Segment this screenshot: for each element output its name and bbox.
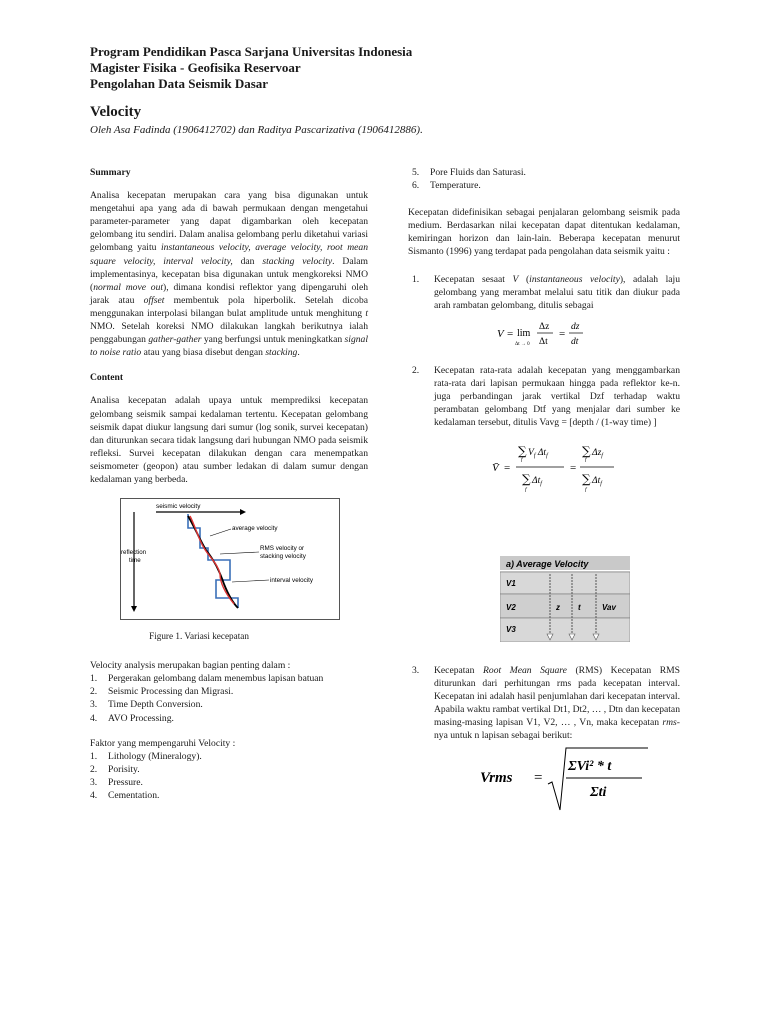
analysis-intro: Velocity analysis merupakan bagian penting dalam :	[90, 660, 291, 672]
label-rms-line1: RMS velocity or	[260, 545, 305, 553]
paper-authors: Oleh Asa Fadinda (1906412702) dan Raditya Pascarizativa (1906412886).	[90, 124, 423, 136]
program-title: Program Pendidikan Pasca Sarjana Universitas Indonesia	[90, 44, 413, 59]
svg-text:Δtf: $\Delta t_f$	[532, 476, 542, 488]
label-interval-velocity: interval velocity	[270, 577, 314, 585]
svg-text:=: =	[570, 462, 577, 475]
label-vav: Vav	[602, 603, 616, 612]
time-axis-arrow	[131, 606, 137, 612]
svg-text:f: f	[585, 487, 587, 494]
svg-text:Δt: Δt	[539, 336, 548, 347]
list-item: 1. Kecepatan sesaat V (instantaneous velocity), adalah laju gelombang yang merambat melalui satu titik dan diukur pada arah rambatan gelombang, ditulis sebagai V = lim Δt → 0 Δz Δt = dz dt	[408, 273, 680, 354]
layer-v3: V3	[506, 625, 516, 634]
definition-text: Kecepatan didefinisikan sebagai penjalaran gelombang seismik pada medium. Berdasarkan nilai kecepatan dapat ditentukan kedalaman, kemiringan horizon dan lain-lain. Beberapa kecepatan menurut Sismanto (1996) yang terdapat pada pengolahan data seismik yaitu :	[408, 207, 680, 258]
list-item: 5. Pore Fluids dan Saturasi.	[412, 167, 526, 178]
label-z: z	[556, 603, 560, 612]
figure-caption: Figure 1. Variasi kecepatan	[149, 631, 249, 642]
summary-text: Analisa kecepatan merupakan cara yang bisa digunakan untuk mengetahui apa yang ada di bawah permukaan dengan mengetahui parameter-parameter yang dapat digambarkan oleh kecepatan gelombang itu sendiri. Dalam analisa gelombang perlu diketahui variasi gelombang yaitu instantaneous velocity, average velocity, root mean square velocity, interval velocity, dan stacking velocity. Dalam implementasinya, kecepatan bisa digunakan untuk mengkoreksi NMO (normal move out), dimana kondisi reflektor yang dipengaruhi oleh jarak atau offset membentuk pola hiperbolik. Setelah dicoba menggunakan interpolasi bilangan bulat amplitude untuk menghitung t NMO. Setelah koreksi NMO dilakukan langkah berikutnya ialah penggabungan gather-gather yang berfungsi untuk meningkatkan signal to noise ratio atau yang biasa disebut dengan stacking.	[90, 190, 369, 359]
svg-text:f: f	[585, 457, 587, 464]
list-item: 6. Temperature.	[412, 180, 481, 192]
average-velocity-figure	[500, 556, 630, 642]
svg-text:∑: ∑	[518, 444, 527, 459]
rms-numerator: ΣVi² * t	[568, 759, 612, 774]
velocity-diagram	[120, 498, 340, 620]
list-item: 2. Seismic Processing dan Migrasi.	[90, 686, 234, 698]
axis-top-label: seismic velocity	[156, 503, 201, 511]
rms-lhs: Vrms	[480, 770, 513, 786]
svg-text:∑: ∑	[582, 472, 591, 487]
list-item: 4. Cementation.	[90, 790, 160, 801]
right-column	[408, 166, 680, 512]
svg-text:V̄: V̄	[492, 462, 499, 475]
list-item: 2. Kecepatan rata-rata adalah kecepatan yang menggambarkan rata-rata dari lapisan permukaan hingga pada reflektor ke-n. juga perbandingan jarak vertikal Dzf terhadap waktu perambatan gelombang Dtf yang menjalar dari sumber ke kedalaman tersebut, ditulis Vavg = [depth / (1-way time) ] V̄ = ∑ $V_f$ $\Delta t_f$ f ∑ $\Delta t_f$ f = ∑ $\Delta z_f$ f ∑ $\Delta t_f$ f	[408, 364, 680, 502]
content-text: Analisa kecepatan adalah upaya untuk memprediksi kecepatan gelombang seismik sampai kedalaman tertentu. Kecepatan gelombang seismik dapat diukur langsung dari sumur (log sonik, survei kecepatan) dan diturunkan secara tidak langsung dari hubungan NMO pada seismik refleksi. Survei kecepatan dilakukan dengan cara menempatkan seismometer (geopon) atau sumber ledakan di dalam sumur dengan kedalaman yang berbeda.	[90, 395, 368, 485]
svg-text:dt: dt	[571, 336, 579, 347]
svg-text:Δzf: $\Delta z_f$	[592, 448, 603, 460]
layer-v2: V2	[506, 603, 516, 612]
svg-text:Δz: Δz	[539, 321, 550, 332]
rms-section	[408, 664, 680, 743]
avg-title: a) Average Velocity	[506, 559, 589, 569]
leader-interval	[232, 580, 269, 582]
analysis-list	[90, 672, 368, 724]
formula-average	[434, 441, 680, 501]
svg-text:Vf Δtf: $V_f$ $\Delta t_f$	[528, 448, 548, 460]
list-item: 1. Pergerakan gelombang dalam menembus lapisan batuan	[90, 673, 324, 685]
formula-rms	[480, 744, 650, 816]
document-header	[90, 44, 690, 92]
factors-intro: Faktor yang mempengaruhi Velocity :	[90, 737, 236, 749]
svg-text:Δt → 0: Δt → 0	[515, 341, 530, 347]
svg-text:=: =	[504, 462, 511, 475]
svg-text:=: =	[559, 327, 566, 340]
leader-rms	[220, 552, 259, 554]
factors-list-continued	[412, 166, 680, 192]
formula-rms-svg	[480, 744, 650, 816]
svg-text:f: f	[525, 487, 527, 494]
axis-left-label-1: reflection	[121, 549, 147, 557]
figure-border	[121, 499, 340, 620]
program-subtitle: Magister Fisika - Geofisika Reservoar	[90, 60, 301, 75]
svg-text:=: =	[534, 770, 543, 786]
formula-instantaneous-svg	[497, 318, 617, 350]
figure-velocity-variation	[120, 498, 340, 620]
list-item: 3. Time Depth Conversion.	[90, 699, 203, 711]
leader-average	[210, 529, 231, 536]
label-t: t	[578, 603, 581, 612]
svg-text:∑: ∑	[582, 444, 591, 459]
svg-text:lim: lim	[517, 327, 531, 339]
label-average-velocity: average velocity	[232, 525, 278, 533]
formula-average-svg	[492, 441, 622, 497]
velocity-types-list	[408, 273, 680, 502]
svg-text:∑: ∑	[522, 472, 531, 487]
velocity-axis-arrow	[240, 509, 246, 515]
velocity-types-list-continued	[408, 664, 680, 743]
list-item: 1. Lithology (Mineralogy).	[90, 750, 202, 762]
svg-text:Δtf: $\Delta t_f$	[592, 476, 602, 488]
sqrt-sign	[548, 748, 648, 810]
list-item: 4. AVO Processing.	[90, 712, 174, 724]
list-item: 3. Kecepatan Root Mean Square (RMS) Kecepatan RMS diturunkan dari perhitungan rms pada kecepatan interval. Kecepatan ini adalah hasil penjumlahan dari kecepatan interval. Apabila waktu rambat vertikal Dt1, Dt2, … , Dtn dan kecepatan masing-masing lapisan V1, V2, … , Vn, maka kecepatan rms-nya untuk n lapisan sebagai berikut:	[412, 665, 680, 742]
course-title: Pengolahan Data Seismik Dasar	[90, 76, 269, 91]
factors-list	[90, 750, 368, 802]
summary-heading: Summary	[90, 167, 131, 178]
svg-text:V: V	[497, 327, 504, 340]
svg-text:=: =	[507, 327, 514, 340]
svg-text:dz: dz	[571, 321, 580, 332]
layer-v1: V1	[506, 579, 516, 588]
rms-denominator: Σti	[590, 785, 607, 800]
axis-left-label-2: time	[129, 557, 141, 565]
formula-instantaneous	[434, 318, 680, 354]
content-heading: Content	[90, 372, 124, 384]
svg-text:f: f	[521, 457, 523, 464]
label-rms-line2: stacking velocity	[260, 553, 306, 561]
list-item: 2. Porisity.	[90, 763, 140, 775]
average-velocity-svg	[500, 556, 630, 642]
paper-title: Velocity	[90, 104, 142, 120]
left-column	[90, 166, 368, 802]
list-item: 3. Pressure.	[90, 776, 143, 788]
